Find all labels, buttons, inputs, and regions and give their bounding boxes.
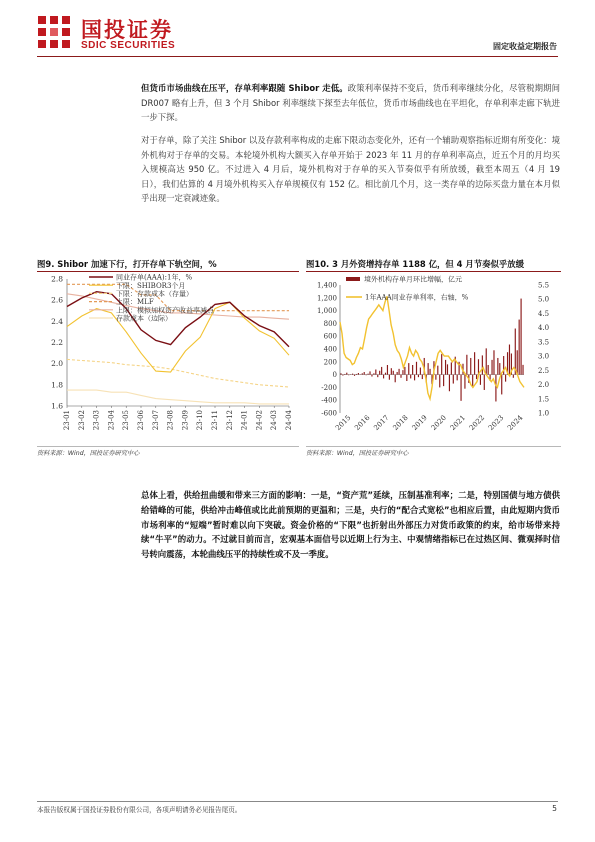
x-tick-label: 23-11 [211,410,219,431]
legend-label: 上限：MLF [116,298,154,307]
bar [398,369,399,375]
bar [406,375,407,381]
bar [501,375,502,395]
right-tick-label: 5.0 [538,295,550,304]
paragraph-1 [141,81,560,125]
left-tick-label: -400 [321,396,337,405]
bar [488,365,489,375]
right-tick-label: 3.0 [538,352,550,361]
page-number: 5 [552,804,557,813]
bar [441,354,442,374]
x-tick-label: 23-04 [107,410,116,431]
x-tick-label: 23-12 [225,410,234,431]
bar [482,355,483,374]
y-tick-label: 1.8 [51,380,63,390]
x-tick-label: 23-06 [137,410,145,431]
x-tick-label: 2020 [429,413,448,433]
bar [369,371,370,374]
bar [342,375,343,376]
bar [453,375,454,384]
bar [464,375,465,389]
bar [354,375,355,376]
x-tick-label: 2015 [334,413,353,433]
x-tick-label: 23-05 [122,410,131,431]
bar [522,365,523,375]
x-tick-label: 23-02 [77,410,86,431]
left-tick-label: 0 [332,371,337,380]
bar [519,320,520,375]
figure-9-source: 资料来源：Wind，国投证券研究中心 [37,450,140,457]
bar [352,374,353,375]
bar [377,375,378,378]
bar [412,365,413,375]
left-tick-label: -200 [321,383,337,392]
bar [400,375,401,378]
bar [457,375,458,381]
x-tick-label: 23-03 [92,410,101,431]
legend-label: 同业存单(AAA):1年，% [116,273,193,282]
bar [395,375,396,383]
bar [381,367,382,375]
bar [422,375,423,379]
bar [385,373,386,375]
figure-9-chart [37,273,299,445]
bar [474,352,475,374]
x-tick-label: 23-10 [196,410,205,431]
x-tick-label: 23-01 [63,410,71,431]
bar [408,363,409,375]
y-tick-label: 2.8 [51,274,63,284]
bar [491,360,492,375]
bar [344,374,345,375]
bar [497,358,498,375]
bar [391,368,392,374]
bar [383,375,384,379]
bar [414,375,415,381]
figure-10-source-rule [306,446,561,447]
x-tick-label: 24-02 [255,410,264,431]
y-tick-label: 2.2 [51,338,63,347]
bar [437,366,438,375]
x-tick-label: 2024 [506,413,525,433]
x-tick-label: 24-01 [240,410,249,431]
figure-10-title: 图10. 3 月外资增持存单 1188 亿，但 4 月节奏似乎放缓 [306,259,525,269]
x-tick-label: 23-07 [151,410,160,431]
y-tick-label: 1.6 [51,401,63,411]
bar [428,363,429,375]
figure-10-title-rule [306,271,561,272]
figure-9-title: 图9. Shibor 加速下行，打开存单下轨空间，% [37,259,217,269]
bar [387,365,388,375]
bar [404,367,405,375]
right-tick-label: 5.5 [538,281,550,290]
x-tick-label: 23-08 [166,410,175,431]
y-tick-label: 2.0 [51,359,63,369]
left-tick-label: 800 [323,319,337,328]
figure-10-source: 资料来源：Wind，国投证券研究中心 [306,450,409,457]
left-tick-label: 1,200 [316,294,337,303]
x-tick-label: 2022 [467,413,487,433]
report-type-label: 固定收益定期报告 [493,42,557,51]
footer-divider [37,801,558,802]
bar [472,375,473,387]
bar [509,345,510,375]
x-tick-label: 2016 [353,413,372,433]
bar [517,350,518,374]
figure-9-source-rule [37,446,299,447]
left-tick-label: 1,000 [316,307,337,316]
bar [366,375,367,376]
paragraph-1-lead: 但货币市场曲线在压平，存单利率跟随 Shibor 走低。 [141,83,348,93]
x-tick-label: 2018 [391,413,410,433]
logo-chinese-name: 国投证券 [81,18,173,42]
bar [348,375,349,376]
bar [340,373,341,374]
bar [393,371,394,375]
paragraph-3-summary: 总体上看，供给扭曲缓和带来三方面的影响：一是，“资产荒”延续，压制基准利率；二是，特别国债与地方债供给错峰的可能，供给冲击峰值或比此前预期的更温和；三是，央行的“配合式宽松”也相应后置，由此短期内货币市场利率的“短端”暂时难以向下突破。资金价格的“下限”也折射出外部压力对货币政策的约束，给市场带来持续“牛平”的动力。不过就目前而言，宏观基本面信号以近期上行为主、中观情绪指标已在过热区间、微观择时信号转向震荡，本轮曲线压平的持续性或不及一季度。 [141,490,560,560]
legend-label-line: 1年AAA同业存单利率，右轴，% [365,293,469,302]
left-tick-label: -600 [321,409,337,418]
figure-9-title-rule [37,271,299,272]
bar [356,374,357,375]
bar [476,375,477,379]
bar [429,369,430,375]
bar [420,368,421,375]
bar [480,375,481,385]
bar [499,363,500,375]
bar [397,372,398,375]
bar [521,299,522,375]
bar [449,375,450,392]
bar [410,375,411,379]
bar [445,360,446,375]
x-tick-label: 23-09 [181,410,190,431]
paragraph-2: 对于存单，除了关注 Shibor 以及存款利率构成的走廊下限动态变化外，还有一个辅助观察指标近期有所变化：境外机构对于存单的交易。本轮境外机构大额买入存单开始于 2023 年 11 月的存单利率高点，近五个月的月均买入规模高达 950 亿。不过进入 4 月后，境外机构对于存单的买入节奏似乎有所放缓，截至本周五（4 月 19 日），我们估算的 4 月境外机构买入存单规模仅有 152 亿。相比前几个月，这一类存单的边际买盘力量在本月似乎出现一定衰减迹象。 [141,135,560,204]
left-tick-label: 200 [323,358,337,367]
bar [416,362,417,375]
bar [460,375,461,401]
left-tick-label: 1,400 [316,281,337,290]
right-tick-label: 4.0 [538,324,550,333]
y-tick-label: 2.6 [51,295,63,305]
sdic-logo-icon [37,15,71,49]
bar [402,370,403,374]
legend-label-bar: 境外机构存单月环比增幅，亿元 [364,275,462,284]
bar [493,350,494,374]
bar [371,375,372,377]
bar [373,373,374,374]
legend-label: 存款成本（边际） [116,314,172,323]
bar [358,373,359,375]
bar [439,375,440,388]
bar [495,375,496,402]
bar [368,374,369,375]
bar [466,355,467,375]
bar [470,358,471,375]
bar [443,375,444,387]
bar [375,369,376,374]
right-tick-label: 2.0 [538,381,550,390]
x-tick-label: 2023 [487,413,506,433]
figure-10-chart [306,273,561,445]
bar [364,372,365,375]
right-tick-label: 1.0 [538,409,550,418]
bar [447,364,448,374]
bar [484,375,485,390]
logo-english-name: SDIC SECURITIES [81,40,176,51]
x-tick-label: 24-03 [270,410,279,431]
legend-label: 上限：模拟加权资产收益率减点 [116,306,214,315]
right-tick-label: 2.5 [538,366,550,375]
x-tick-label: 2017 [372,413,391,433]
legend-label: 下限：存款成本（存量） [116,290,193,298]
y-tick-label: 2.4 [51,316,63,326]
bar [379,371,380,375]
bar [362,373,363,374]
bar [513,375,514,378]
x-tick-label: 24-04 [285,410,293,431]
footer-disclaimer: 本报告版权属于国投证券股份有限公司，各项声明请务必见报告尾页。 [37,806,242,814]
series-line-5 [67,390,289,404]
right-tick-label: 3.5 [538,338,550,347]
legend-label: 下限：SHIBOR3个月 [116,281,186,290]
left-tick-label: 400 [323,345,337,354]
bar [418,375,419,378]
bar [486,348,487,374]
left-tick-label: 600 [323,332,337,341]
legend-swatch-bar [346,277,360,281]
x-tick-label: 2021 [448,413,468,433]
bar [515,329,516,375]
bar [435,375,436,380]
series-line-2 [67,359,289,387]
right-tick-label: 4.5 [538,309,550,318]
bar [389,375,390,380]
right-tick-label: 1.5 [538,395,550,404]
header-divider [37,56,558,57]
bar [505,375,506,382]
bar [346,373,347,375]
paragraph-1-body: 政策利率保持不变后，货币利率继续分化，尽管税期期间 DR007 略有上升，但 3 个月 Shibor 利率继续下探至去年低位，货币市场曲线也在平坦化，存单利率走廊下轨进一步下探。 [141,83,561,123]
bar [451,362,452,374]
x-tick-label: 2019 [410,413,429,433]
